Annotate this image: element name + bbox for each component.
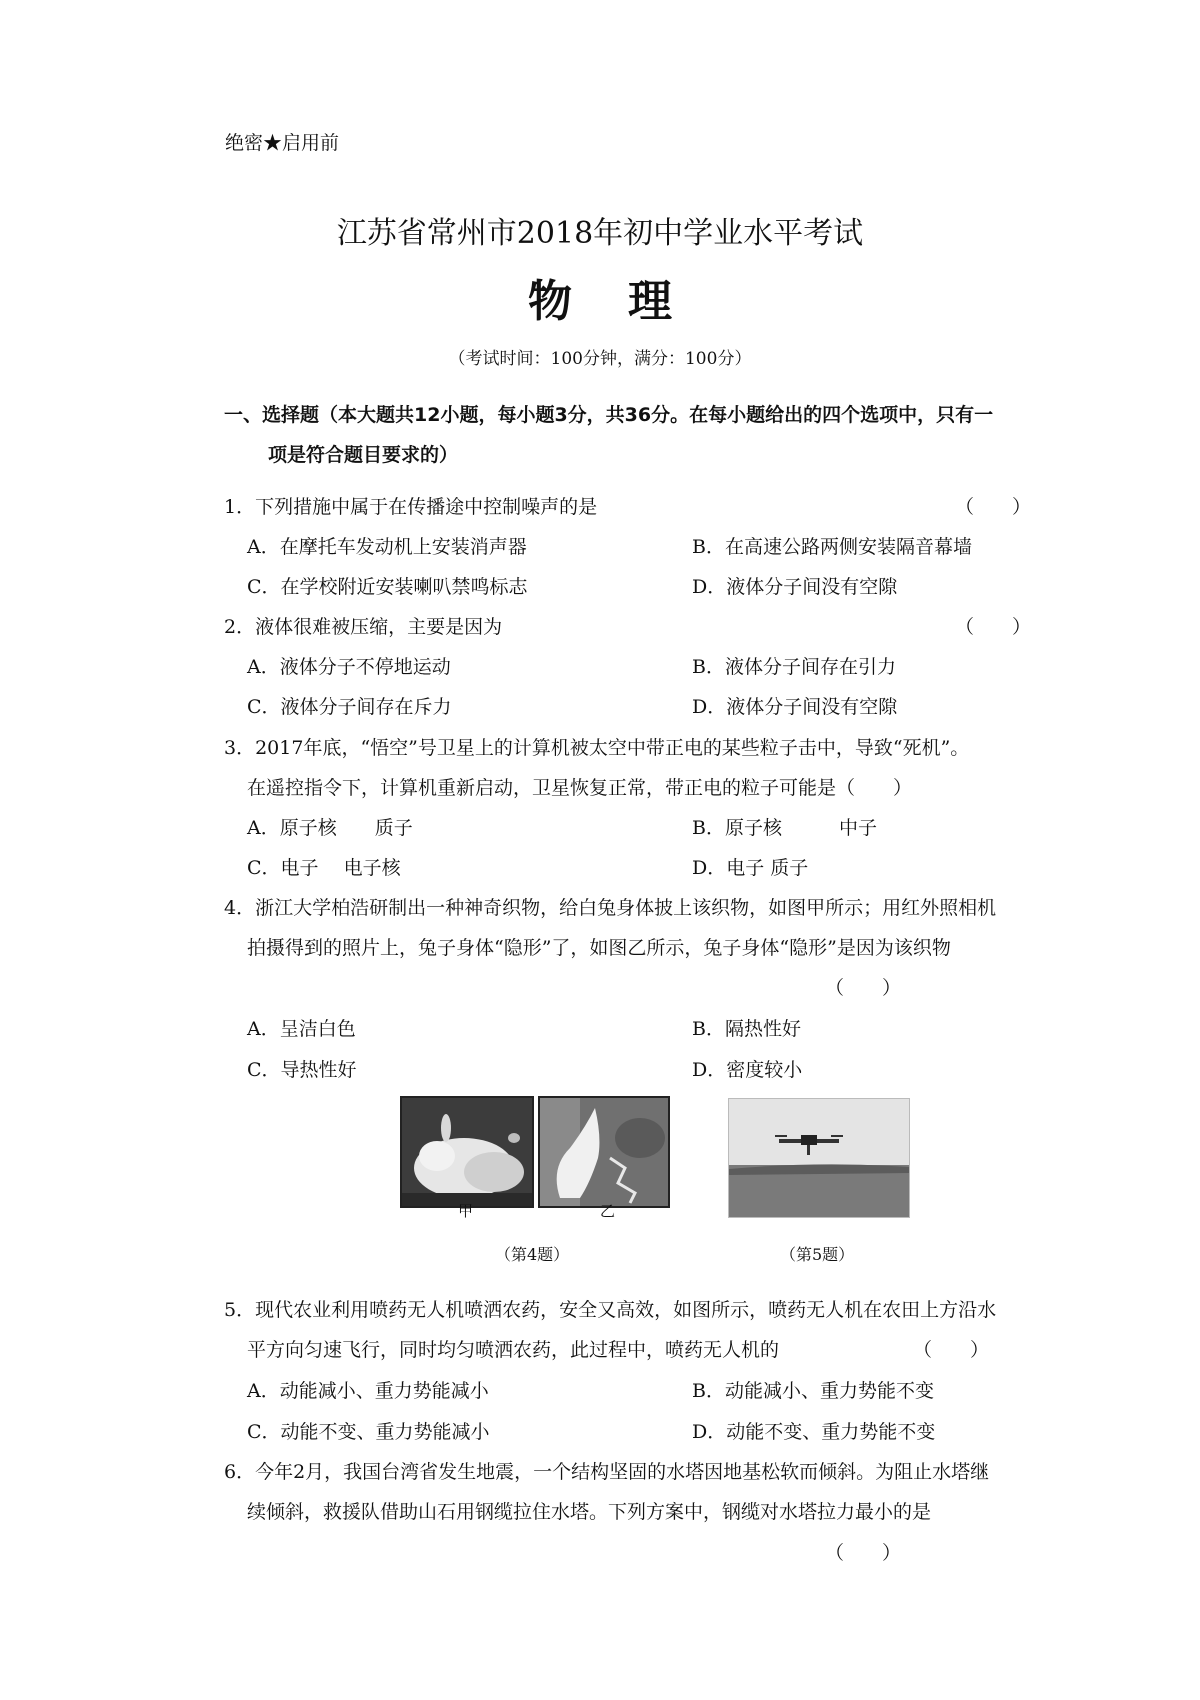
figure-4-caption: （第4题） xyxy=(495,1245,570,1264)
question-5-option-d: D．动能不变、重力势能不变 xyxy=(692,1421,936,1443)
figure-4-rabbit-photo xyxy=(400,1096,534,1208)
question-2-option-d: D．液体分子间没有空隙 xyxy=(692,696,898,718)
confidential-label: 绝密★启用前 xyxy=(225,132,340,154)
question-4-answer-bracket: （ ） xyxy=(825,977,902,999)
question-3-stem-line1: 3．2017年底，“悟空”号卫星上的计算机被太空中带正电的某些粒子击中，导致“死机”。 xyxy=(224,737,970,759)
question-3-option-d: D．电子 质子 xyxy=(692,857,809,879)
question-4-option-d: D．密度较小 xyxy=(692,1059,803,1081)
drone-image xyxy=(729,1099,909,1217)
figure-5-drone-photo xyxy=(728,1098,910,1218)
question-5-option-c: C．动能不变、重力势能减小 xyxy=(247,1421,490,1443)
question-3-option-b: B．原子核 中子 xyxy=(692,817,877,839)
question-2-option-b: B．液体分子间存在引力 xyxy=(692,656,896,678)
question-4-option-a: A．呈洁白色 xyxy=(247,1018,356,1040)
exam-info: （考试时间：100分钟，满分：100分） xyxy=(448,349,752,369)
figure-4-label-b: 乙 xyxy=(600,1202,616,1220)
question-4-stem-line1: 4．浙江大学柏浩研制出一种神奇织物，给白兔身体披上该织物，如图甲所示；用红外照相机 xyxy=(224,897,997,919)
infrared-image xyxy=(540,1098,668,1206)
rabbit-image xyxy=(402,1098,532,1206)
figure-5-caption: （第5题） xyxy=(780,1245,855,1264)
question-4-stem-line2: 拍摄得到的照片上，兔子身体“隐形”了，如图乙所示，兔子身体“隐形”是因为该织物 xyxy=(247,937,951,959)
question-6-stem-line1: 6．今年2月，我国台湾省发生地震，一个结构坚固的水塔因地基松软而倾斜。为阻止水塔继 xyxy=(224,1461,990,1483)
question-2-option-c: C．液体分子间存在斥力 xyxy=(247,696,452,718)
question-6-answer-bracket: （ ） xyxy=(825,1542,902,1564)
question-4-option-c: C．导热性好 xyxy=(247,1059,357,1081)
question-1-option-b: B．在高速公路两侧安装隔音幕墙 xyxy=(692,536,972,558)
question-5-answer-bracket: （ ） xyxy=(913,1339,990,1361)
question-2-answer-bracket: （ ） xyxy=(955,616,1032,638)
figure-4-infrared-photo xyxy=(538,1096,670,1208)
question-6-stem-line2: 续倾斜，救援队借助山石用钢缆拉住水塔。下列方案中，钢缆对水塔拉力最小的是 xyxy=(247,1501,932,1523)
question-5-option-b: B．动能减小、重力势能不变 xyxy=(692,1380,934,1402)
question-2-stem: 2．液体很难被压缩，主要是因为 xyxy=(224,616,503,638)
question-1-answer-bracket: （ ） xyxy=(955,496,1032,518)
question-3-option-a: A．原子核 质子 xyxy=(247,817,413,839)
question-2-option-a: A．液体分子不停地运动 xyxy=(247,656,451,678)
subject-title: 物理 xyxy=(528,276,728,327)
question-5-option-a: A．动能减小、重力势能减小 xyxy=(247,1380,489,1402)
question-1-option-d: D．液体分子间没有空隙 xyxy=(692,576,898,598)
section-heading-line1: 一、选择题（本大题共12小题，每小题3分，共36分。在每小题给出的四个选项中，只有一 xyxy=(224,404,994,426)
question-1-stem: 1．下列措施中属于在传播途中控制噪声的是 xyxy=(224,496,598,518)
question-3-option-c: C．电子 电子核 xyxy=(247,857,401,879)
question-5-stem-line2: 平方向匀速飞行，同时均匀喷洒农药，此过程中，喷药无人机的 xyxy=(247,1339,780,1361)
question-1-option-a: A．在摩托车发动机上安装消声器 xyxy=(247,536,527,558)
figure-4-label-a: 甲 xyxy=(458,1202,474,1220)
question-1-option-c: C．在学校附近安装喇叭禁鸣标志 xyxy=(247,576,528,598)
question-5-stem-line1: 5．现代农业利用喷药无人机喷洒农药，安全又高效，如图所示，喷药无人机在农田上方沿水 xyxy=(224,1299,997,1321)
exam-title: 江苏省常州市2018年初中学业水平考试 xyxy=(336,216,864,251)
question-3-stem-line2: 在遥控指令下，计算机重新启动，卫星恢复正常，带正电的粒子可能是（ ） xyxy=(247,777,913,799)
question-4-option-b: B．隔热性好 xyxy=(692,1018,801,1040)
section-heading-line2: 项是符合题目要求的） xyxy=(268,444,459,466)
